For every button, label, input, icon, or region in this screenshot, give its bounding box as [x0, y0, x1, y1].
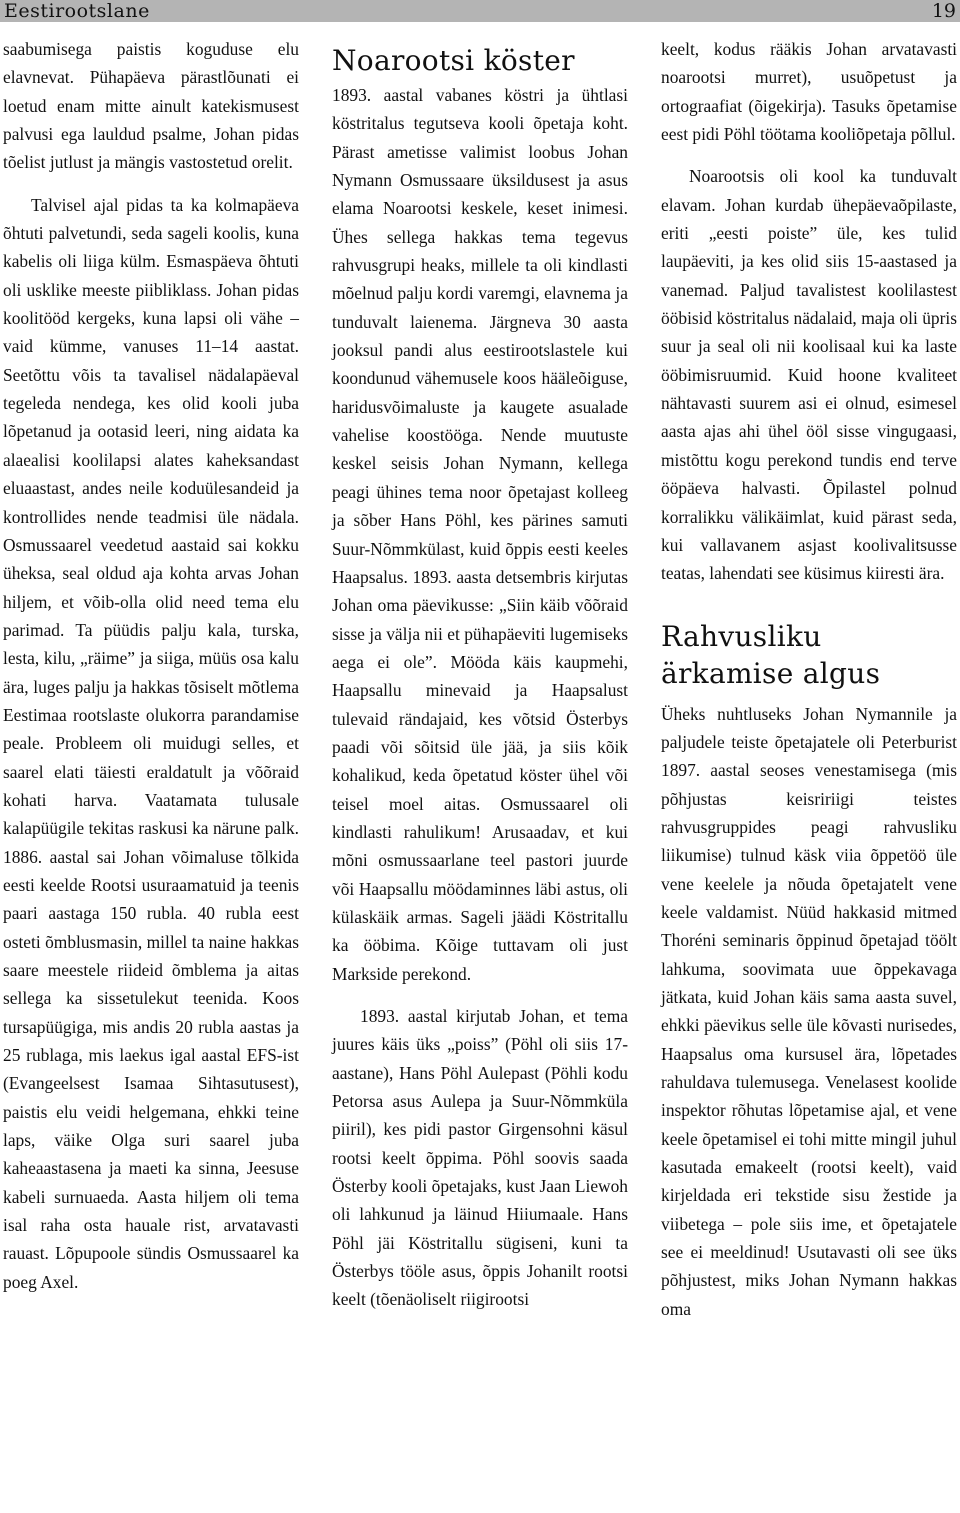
section-heading: Rahvusliku ärkamise algus	[661, 619, 881, 690]
section-heading: Noarootsi köster	[332, 44, 575, 77]
paragraph: Noarootsis oli kool ka tunduvalt elavam. Johan kurdab ühepäevaõpilaste, eriti „eesti poiste” üle, kes tulid laupäeviti, ja kes olid siis 15-aastased ja vanemad. Paljud tavalistest koolilastest ööbisid köstritalus nädalaid, maja oli üpris suur ja seal oli nii koolisaal kui ka laste ööbimisruumid. Kuid hoone kvaliteet nähtavasti suurem asi ei olnud, esimesel aasta ajas ahi ühel ööl sisse vingugaasi, mistõttu kogu perekond tundis end terve ööpäeva halvasti. Õpilastel polnud korralikku välikäimlat, kuid pärast seda, kui vallavanem asjast koolivalitsusse teatas, lahendati see küsimus kiiresti ära.	[661, 166, 957, 584]
paragraph: Talvisel ajal pidas ta ka kolmapäeva õhtuti palvetundi, seda sageli koolis, kuna kabelis oli liiga külm. Esmaspäeva õhtuti oli usklike meeste piibliklass. Johan pidas koolitööd kergeks, kuna lapsi oli vähe – vaid kümme, vanuses 11–14 aastat. Seetõttu võis ta tavalisel nädalapäeval tegeleda nendega, kes olid kooli juba lõpetanud ja ootasid leeri, ning aidata ka alaealisi koolilapsi alates kaheksandast eluaastast, andes neile koduülesandeid ja kontrollides nende teadmisi üle nädala. Osmussaarel veedetud aastaid sai kokku üheksa, seal oldud aja kohta arvas Johan hiljem, et võib-olla olid need tema elu parimad. Ta püüdis palju kala, turska, lesta, kilu, „räime” ja siiga, müüs osa kalu ära, luges palju ja hakkas tõsiselt mõtlema Eestimaa rootslaste olukorra parandamise peale. Probleem oli muidugi selles, et saarel elati täiesti eraldatult ja võõraid kohati harva. Vaatamata tulusale kalapüügile tekitas raskusi ka närune palk. 1886. aastal sai Johan võimaluse tõlkida eesti keelde Rootsi usuraamatuid ja teenis paari aastaga 150 rubla. 40 rubla eest osteti õmblusmasin, millel ta naine hakkas saare meestele riideid õmblema ja aitas sellega ka sissetulekut teenida. Koos tursapüügiga, mis andis 20 rubla aastas ja 25 rublaga, mis laekus igal aastal EFS-ist (Evangeelsest Isamaa Sihtasutusest), paistis elu veidi helgemana, ehkki teine laps, väike Olga suri saarel juba kaheaastasena ja maeti ka sinna, Jeesuse kabeli surnuaeda. Aasta hiljem oli tema isal raha osta hauale rist, arvatavasti rauast. Lõpupoole sündis Osmussaarel ka poeg Axel.	[3, 194, 299, 1292]
running-title: Eestirootslane	[4, 0, 150, 22]
paragraph: 1893. aastal vabanes köstri ja ühtlasi köstritalus tegutseva kooli õpetaja koht. Pärast ametisse valimist loobus Johan Nymann Osmussaare üksildusest ja asus elama Noarootsi keskele, keset inimesi. Ühes sellega hakkas tema tegevus rahvusgrupi heaks, millele ta oli kindlasti mõelnud palju kordi varemgi, elavnema ja tunduvalt laienema. Järgneva 30 aasta jooksul pandi alus eestirootslastele kui koondunud vähemusele koos hääleõiguse, haridusvõimaluste ja kaugete asualade vahelise koostööga. Nende muutuste keskel seisis Johan Nymann, kellega peagi ühines tema noor õpetajast kolleeg ja sõber Hans Pöhl, kes pärines samuti Suur-Nõmmkülast, kuid õppis eesti keeles Haapsalus. 1893. aasta detsembris kirjutas Johan oma päevikusse: „Siin käib võõraid sisse ja välja nii et pühapäeviti lugemiseks aega ei ole”. Mööda käis kaupmehi, Haapsallu minevaid ja Haapsalust tulevaid rändajaid, kes võtsid Österbys paadi või sõitsid üle jää, ja siis kõik kohalikud, keda õpetatud köster ühel või teisel moel aitas. Osmussaarel oli kindlasti rahulikum! Arusaadav, et kui mõni osmussaarlane teel pastori juurde või Haapsallu möödaminnes läbi astus, oli külaskäik armas. Sageli jäädi Köstritallu ka ööbima. Kõige tuttavam oli just Markside perekond.	[332, 85, 628, 984]
column-2	[332, 35, 628, 1314]
column-1	[3, 35, 299, 1296]
paragraph: 1893. aastal kirjutab Johan, et tema juures käis üks „poiss” (Pöhl oli siis 17-aastane), Hans Pöhl Aulepast (Pöhli kodu Petorsa asus Aulepa ja Suur-Nõmmküla piiril), kes pidi pastor Girgensohni käsul rootsi keelt õppima. Pöhl soovis saada Österby kooli õpetajaks, kust Jaan Liewoh oli lahkunud ja läinud Hiiumaale. Hans Pöhl jäi Köstritallu sügiseni, kuni ta Österbys tööle asus, õppis Johanilt rootsi keelt (tõenäoliselt riigirootsi	[332, 1006, 628, 1310]
page-header	[0, 0, 960, 22]
page-number: 19	[931, 0, 956, 22]
paragraph: saabumisega paistis koguduse elu elavnevat. Pühapäeva pärastlõunati ei loetud enam mitte ainult katekismusest palvusi ega lauldud psalme, Johan pidas tõelist jutlust ja mängis vastostetud orelit.	[3, 39, 299, 173]
paragraph: Üheks nuhtluseks Johan Nymannile ja paljudele teiste õpetajatele oli Peterburist 1897. aastal seoses venestamisega (mis põhjustas keisririigi teistes rahvusgruppides peagi rahvusliku liikumise) tulnud käsk viia õppetöö üle vene keelele ja nõuda õpetajatelt vene keele valdamist. Nüüd hakkasid mitmed Thoréni seminaris õppinud õpetajad töölt lahkuma, soovimata uue õppekavaga jätkata, kuid Johan käis sama aasta suvel, ehkki päevikus selle üle kõvasti nurisedes, Haapsalus oma kursusel ära, lõpetades rahuldava tulemusega. Venelasest koolide inspektor rõhutas lõpetamise ajal, et vene keele õpetamisel ei tohi mitte mingil juhul kasutada emakeelt (rootsi keelt), vaid kirjeldada eri tekstide sisu žestide ja viibetega – pole siis ime, et õpetajatele see ei meeldinud! Usutavasti oli see üks põhjustest, miks Johan Nymann hakkas oma	[661, 703, 957, 1319]
paragraph: keelt, kodus rääkis Johan arvatavasti noarootsi murret), usuõpetust ja ortograafiat (õigekirja). Tasuks õpetamise eest pidi Pöhl töötama kooliõpetaja põllul.	[661, 39, 957, 145]
column-3	[661, 35, 957, 1323]
